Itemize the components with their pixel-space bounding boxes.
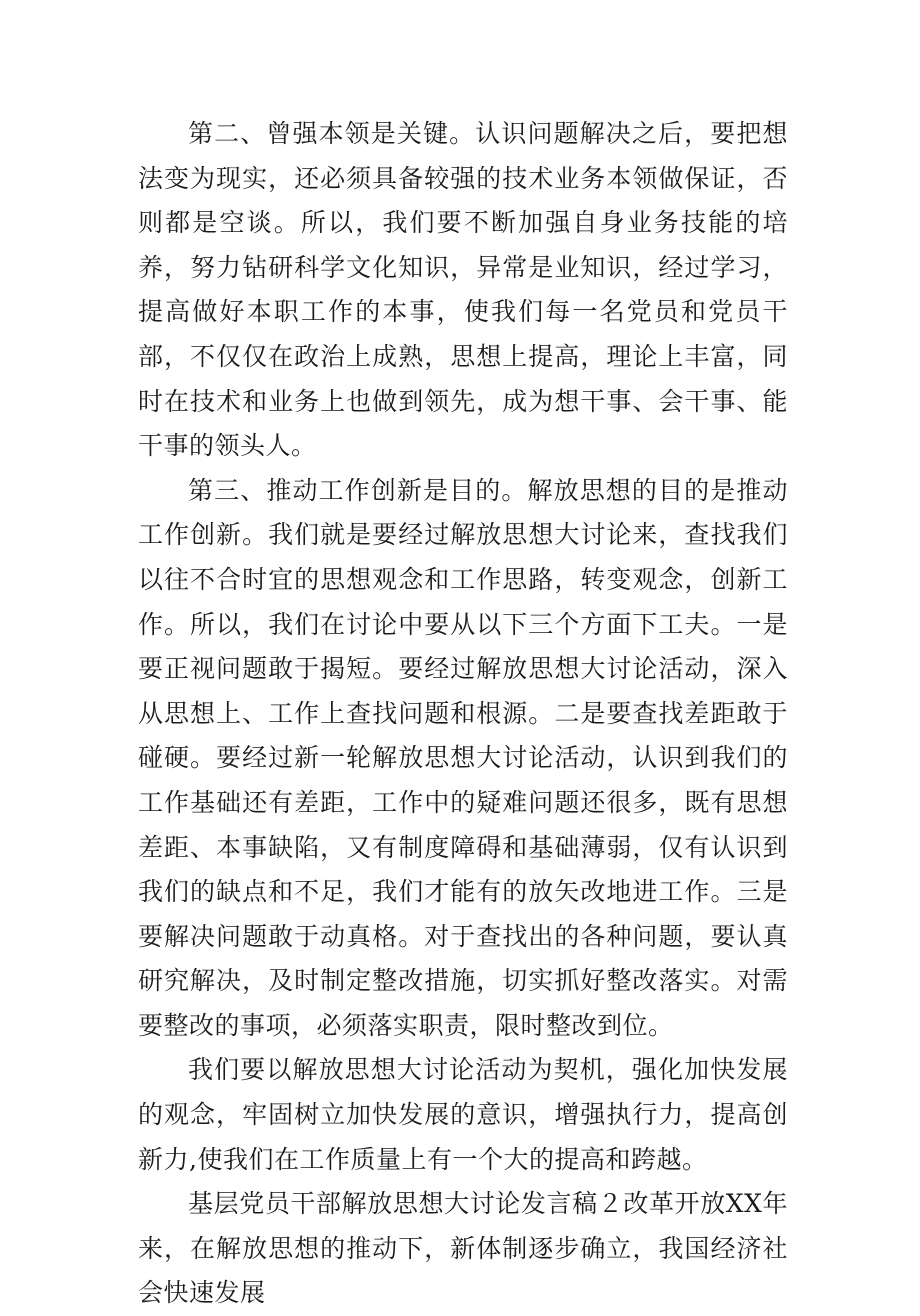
- paragraph-2-enhance-skills: 第二、曾强本领是关键。认识问题解决之后，要把想法变为现实，还必须具备较强的技术业务本领做保证，否则都是空谈。所以，我们要不断加强自身业务技能的培养，努力钻研科学文化知识，异常是业知识，经过学习，提高做好本职工作的本事，使我们每一名党员和党员干部，不仅仅在政治上成熟，思想上提高，理论上丰富，同时在技术和业务上也做到领先，成为想干事、会干事、能干事的领头人。: [138, 119, 788, 461]
- document-body: [138, 112, 788, 1316]
- paragraph-3-promote-innovation: 第三、推动工作创新是目的。解放思想的目的是推动工作创新。我们就是要经过解放思想大讨论来，查找我们以往不合时宜的思想观念和工作思路，转变观念，创新工作。所以，我们在讨论中要从以下三个方面下工夫。一是要正视问题敢于揭短。要经过解放思想大讨论活动，深入从思想上、工作上查找问题和根源。二是要查找差距敢于碰硬。要经过新一轮解放思想大讨论活动，认识到我们的工作基础还有差距，工作中的疑难问题还很多，既有思想差距、本事缺陷，又有制度障碍和基础薄弱，仅有认识到我们的缺点和不足，我们才能有的放矢改地进工作。三是要解决问题敢于动真格。对于查找出的各种问题，要认真研究解决，及时制定整改措施，切实抓好整改落实。对需要整改的事项，必须落实职责，限时整改到位。: [138, 475, 788, 1040]
- paragraph-next-section: 基层党员干部解放思想大讨论发言稿２改革开放XX年来，在解放思想的推动下，新体制逐步确立，我国经济社会快速发展: [138, 1189, 788, 1308]
- paragraph-conclusion: 我们要以解放思想大讨论活动为契机，强化加快发展的观念，牢固树立加快发展的意识，增强执行力，提高创新力,使我们在工作质量上有一个大的提高和跨越。: [138, 1055, 788, 1174]
